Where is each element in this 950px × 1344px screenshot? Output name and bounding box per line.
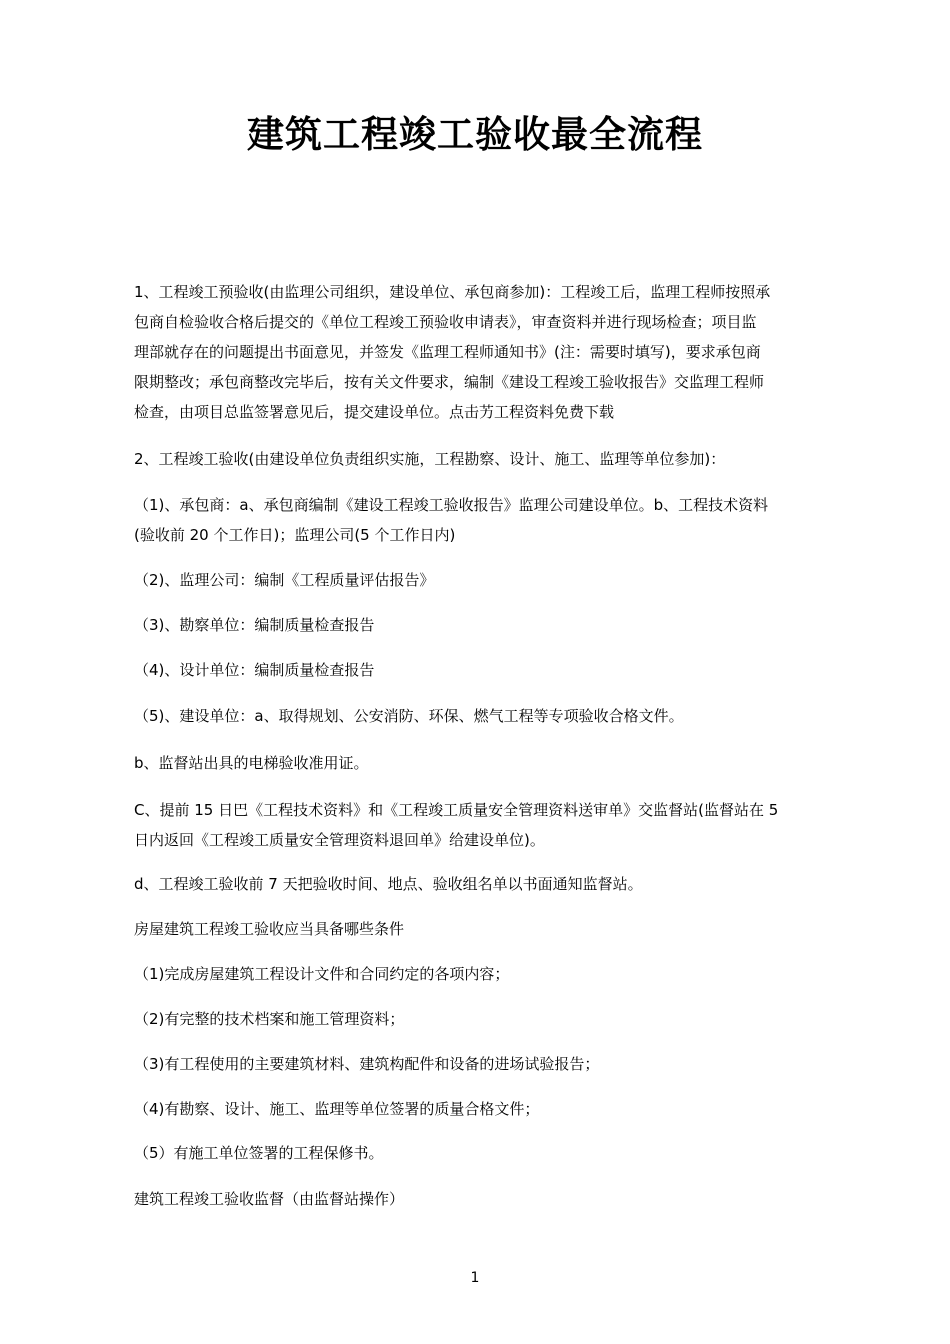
paragraph-line: （3)有工程使用的主要建筑材料、建筑构配件和设备的进场试验报告； bbox=[134, 1055, 600, 1073]
paragraph-condition-4 bbox=[134, 1094, 824, 1124]
paragraph-line: （5)、建设单位：a、取得规划、公安消防、环保、燃气工程等专项验收合格文件。 bbox=[134, 707, 684, 725]
paragraph-line: 检查，由项目总监签署意见后，提交建设单位。点击艻工程资料免费下载 bbox=[134, 403, 615, 421]
paragraph-line: （1)完成房屋建筑工程设计文件和合同约定的各项内容； bbox=[134, 965, 510, 983]
paragraph-supervision-heading bbox=[134, 1184, 824, 1214]
paragraph-condition-5 bbox=[134, 1138, 824, 1168]
paragraph-condition-1 bbox=[134, 959, 824, 989]
document-title: 建筑工程竣工验收最全流程 bbox=[247, 113, 703, 156]
paragraph-line: （3)、勘察单位：编制质量检查报告 bbox=[134, 616, 375, 634]
paragraph-conditions-heading bbox=[134, 914, 824, 944]
page-number: 1 bbox=[470, 1270, 480, 1286]
paragraph-line: （1)、承包商：a、承包商编制《建设工程竣工验收报告》监理公司建设单位。b、工程技术资料 bbox=[134, 496, 769, 514]
paragraph-line: C、提前 15 日巴《工程技术资料》和《工程竣工质量安全管理资料送审单》交监督站(监督站在 5 bbox=[134, 801, 779, 819]
paragraph-line: 2、工程竣工验收(由建设单位负责组织实施，工程勘察、设计、施工、监理等单位参加)： bbox=[134, 450, 726, 468]
paragraph-elevator bbox=[134, 748, 824, 778]
paragraph-notice bbox=[134, 869, 824, 899]
paragraph-pre-acceptance bbox=[134, 277, 824, 427]
paragraph-condition-2 bbox=[134, 1004, 824, 1034]
paragraph-line: (验收前 20 个工作日)；监理公司(5 个工作日内) bbox=[134, 526, 456, 544]
paragraph-line: 1、工程竣工预验收(由监理公司组织，建设单位、承包商参加)：工程竣工后，监理工程师按照承 bbox=[134, 283, 771, 301]
paragraph-survey-unit bbox=[134, 610, 824, 640]
paragraph-line: （2)有完整的技术档案和施工管理资料； bbox=[134, 1010, 405, 1028]
paragraph-supervisor bbox=[134, 565, 824, 595]
paragraph-construction-unit bbox=[134, 701, 824, 731]
paragraph-design-unit bbox=[134, 655, 824, 685]
paragraph-line: （2)、监理公司：编制《工程质量评估报告》 bbox=[134, 571, 435, 589]
paragraph-line: 建筑工程竣工验收监督（由监督站操作） bbox=[134, 1190, 405, 1208]
paragraph-line: 日内返回《工程竣工质量安全管理资料退回单》给建设单位)。 bbox=[134, 831, 545, 849]
paragraph-line: 房屋建筑工程竣工验收应当具备哪些条件 bbox=[134, 920, 405, 938]
paragraph-line: 限期整改；承包商整改完毕后，按有关文件要求，编制《建设工程竣工验收报告》交监理工程师 bbox=[134, 373, 765, 391]
paragraph-final-acceptance bbox=[134, 444, 824, 474]
paragraph-line: 理部就存在的问题提出书面意见，并签发《监理工程师通知书》(注：需要时填写)，要求承包商 bbox=[134, 343, 761, 361]
paragraph-line: （4)、设计单位：编制质量检查报告 bbox=[134, 661, 375, 679]
paragraph-submission bbox=[134, 795, 824, 855]
paragraph-line: （5）有施工单位签署的工程保修书。 bbox=[134, 1144, 384, 1162]
paragraph-contractor bbox=[134, 490, 824, 550]
paragraph-line: （4)有勘察、设计、施工、监理等单位签署的质量合格文件； bbox=[134, 1100, 540, 1118]
paragraph-line: b、监督站出具的电梯验收准用证。 bbox=[134, 754, 369, 772]
paragraph-line: d、工程竣工验收前 7 天把验收时间、地点、验收组名单以书面通知监督站。 bbox=[134, 875, 643, 893]
paragraph-line: 包商自检验收合格后提交的《单位工程竣工预验收申请表》，审查资料并进行现场检查；项目监 bbox=[134, 313, 757, 331]
paragraph-condition-3 bbox=[134, 1049, 824, 1079]
